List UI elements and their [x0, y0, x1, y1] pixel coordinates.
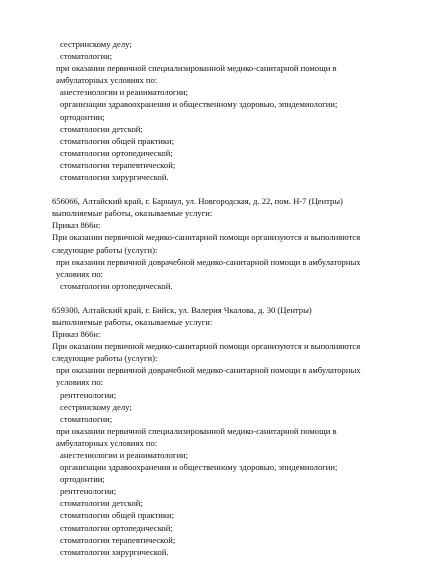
care-heading: при оказании первичной специализированной медико-санитарной помощи в амбулаторных условиях по:	[56, 425, 337, 448]
list-item: стоматологии ортопедической;	[60, 522, 173, 533]
list-item: стоматологии общей практики;	[60, 135, 174, 146]
specialty-list	[52, 86, 390, 183]
care-heading: при оказании первичной доврачебной медико-санитарной помощи в амбулаторных условиях по:	[56, 365, 361, 388]
address-block-barnaul	[52, 195, 390, 292]
list-item: организации здравоохранения и общественному здоровью, эпидемиологии;	[60, 99, 338, 110]
order-label: Приказ 866н:	[52, 220, 101, 231]
list-item: стоматологии детской;	[60, 123, 143, 134]
list-item: организации здравоохранения и общественному здоровью, эпидемиологии;	[60, 462, 338, 473]
list-item: анестезиологии и реаниматологии;	[60, 87, 189, 98]
list-item: рентгенологии;	[60, 389, 117, 400]
list-item: стоматологии;	[60, 51, 113, 62]
intro-text: При оказании первичной медико-санитарной помощи организуются и выполняются следующие работы (услуги):	[52, 232, 361, 255]
list-item: сестринскому делу;	[60, 401, 132, 412]
list-item: стоматологии ортопедической.	[60, 280, 173, 291]
address-line: 659300, Алтайский край, г. Бийск, ул. Валерия Чкалова, д. 30 (Центры)	[52, 304, 312, 315]
list-item: стоматологии хирургической.	[60, 172, 169, 183]
list-item: сестринскому делу;	[60, 39, 132, 49]
list-item: стоматологии ортопедической;	[60, 147, 173, 158]
care-heading: при оказании первичной специализированной медико-санитарной помощи в амбулаторных условиях по:	[56, 63, 337, 86]
works-label: выполняемые работы, оказываемые услуги:	[52, 208, 213, 219]
address-line: 656066, Алтайский край, г. Барнаул, ул. Новгородская, д. 22, пом. Н-7 (Центры)	[52, 196, 343, 207]
list-item: ортодонтии;	[60, 111, 105, 122]
top-list	[52, 38, 390, 62]
intro-text: При оказании первичной медико-санитарной помощи организуются и выполняются следующие работы (услуги):	[52, 341, 361, 364]
list-item: стоматологии;	[60, 413, 113, 424]
address-block-biysk	[52, 304, 390, 558]
list-item: стоматологии общей практики;	[60, 510, 174, 521]
order-label: Приказ 866н:	[52, 329, 101, 340]
list-item: стоматологии хирургической.	[60, 546, 169, 557]
list-item: стоматологии терапевтической;	[60, 159, 176, 170]
list-item: стоматологии терапевтической;	[60, 534, 176, 545]
care-heading: при оказании первичной доврачебной медико-санитарной помощи в амбулаторных условиях по:	[56, 256, 361, 279]
list-item: ортодонтии;	[60, 474, 105, 485]
list-item: стоматологии детской;	[60, 498, 143, 509]
works-label: выполняемые работы, оказываемые услуги:	[52, 316, 213, 327]
list-item: анестезиологии и реаниматологии;	[60, 450, 189, 460]
list-item: рентгенологии;	[60, 486, 117, 497]
